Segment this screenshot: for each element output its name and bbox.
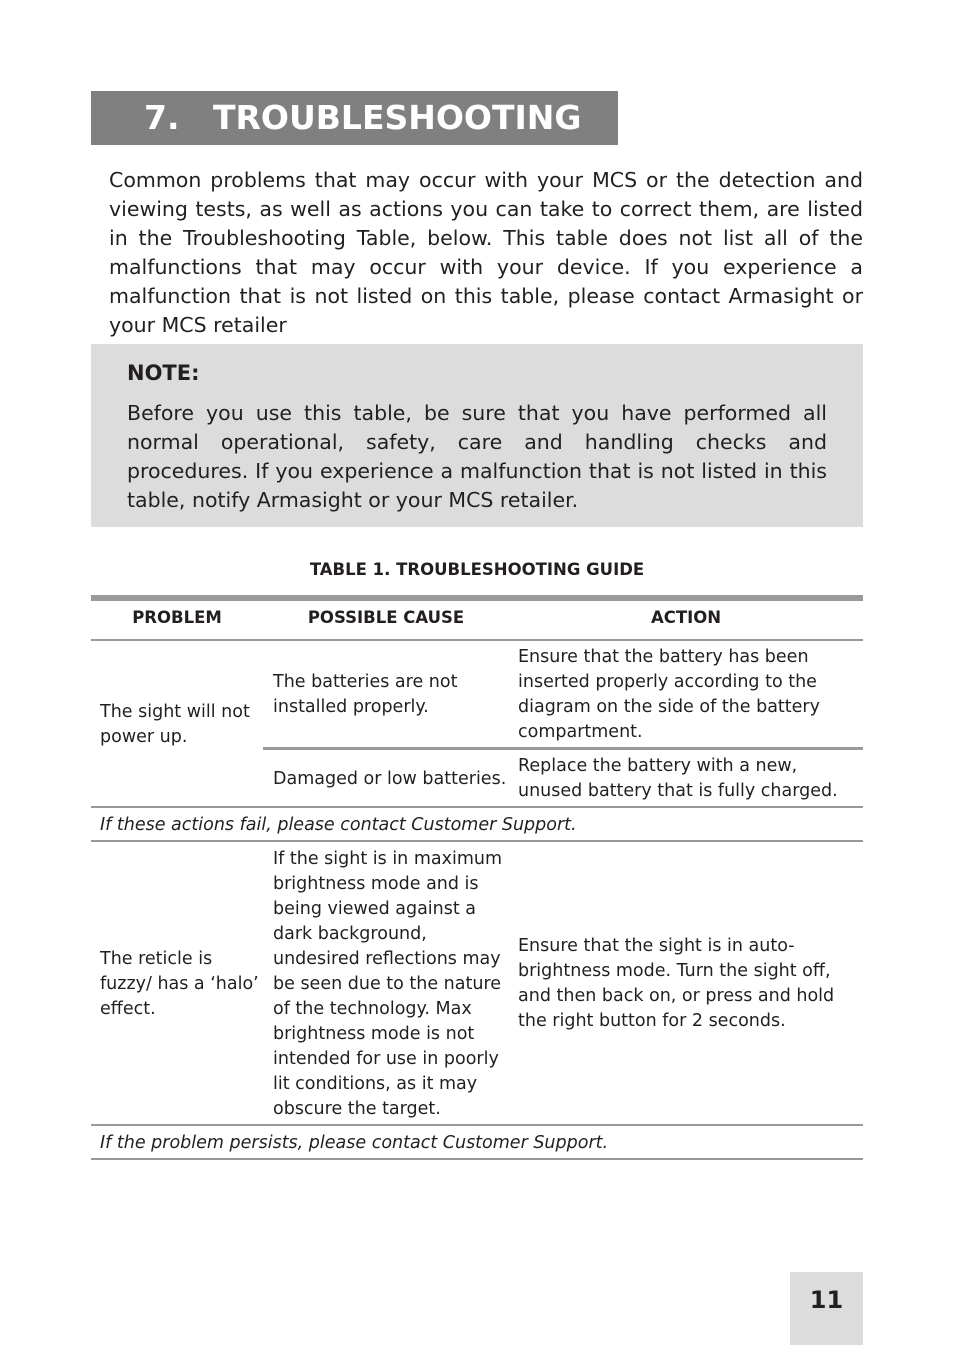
group-divider — [91, 840, 863, 842]
cause-cell: If the sight is in maximum brightness mode and is being viewed against a dark background, undesired reflections may be seen due to the nature of the technology. Max brightness mode is not intended for use in poorly lit conditions, as it may obscure the target. — [273, 849, 503, 1119]
section-title: TROUBLESHOOTING — [213, 98, 582, 137]
group-divider — [91, 806, 863, 808]
support-note: If these actions fail, please contact Customer Support. — [100, 815, 577, 835]
problem-cell: The reticle is fuzzy/ has a ‘halo’ effect. — [100, 949, 259, 1019]
header-rule — [91, 639, 863, 641]
table-bottom-rule — [91, 1158, 863, 1160]
support-note: If the problem persists, please contact Customer Support. — [100, 1133, 609, 1153]
header-cause: POSSIBLE CAUSE — [307, 608, 465, 627]
intro-paragraph: Common problems that may occur with your MCS or the detection and viewing tests, as well as actions you can take to correct them, are listed in the Troubleshooting Table, below. This table does not list all of the malfunctions that may occur with your device. If you experience a malfunction that is not listed on this table, please contact Armasight or your MCS retailer — [109, 168, 863, 337]
section-header — [91, 91, 618, 145]
row-divider — [263, 747, 863, 750]
page-number: 11 — [790, 1272, 863, 1345]
group-divider — [91, 1124, 863, 1126]
note-box — [91, 344, 863, 527]
table-top-rule — [91, 595, 863, 601]
action-cell: Ensure that the sight is in auto-brightness mode. Turn the sight off, and then back on, or press and hold the right button for 2 seconds. — [518, 936, 835, 1031]
note-text: Before you use this table, be sure that you have performed all normal operational, safety, care and handling checks and procedures. If you experience a malfunction that is not listed in this table, notify Armasight or your MCS retailer. — [127, 401, 827, 512]
action-cell: Replace the battery with a new, unused battery that is fully charged. — [518, 756, 838, 801]
cause-cell: The batteries are not installed properly. — [273, 672, 458, 717]
header-action: ACTION — [650, 608, 722, 627]
problem-cell: The sight will not power up. — [100, 702, 250, 747]
cause-cell: Damaged or low batteries. — [273, 769, 507, 789]
action-cell: Ensure that the battery has been inserted properly according to the diagram on the side of the battery compartment. — [518, 647, 820, 742]
note-title: NOTE: — [127, 361, 200, 385]
header-problem: PROBLEM — [132, 608, 222, 627]
table-caption: TABLE 1. TROUBLESHOOTING GUIDE — [309, 560, 645, 579]
section-number: 7. — [144, 98, 180, 137]
